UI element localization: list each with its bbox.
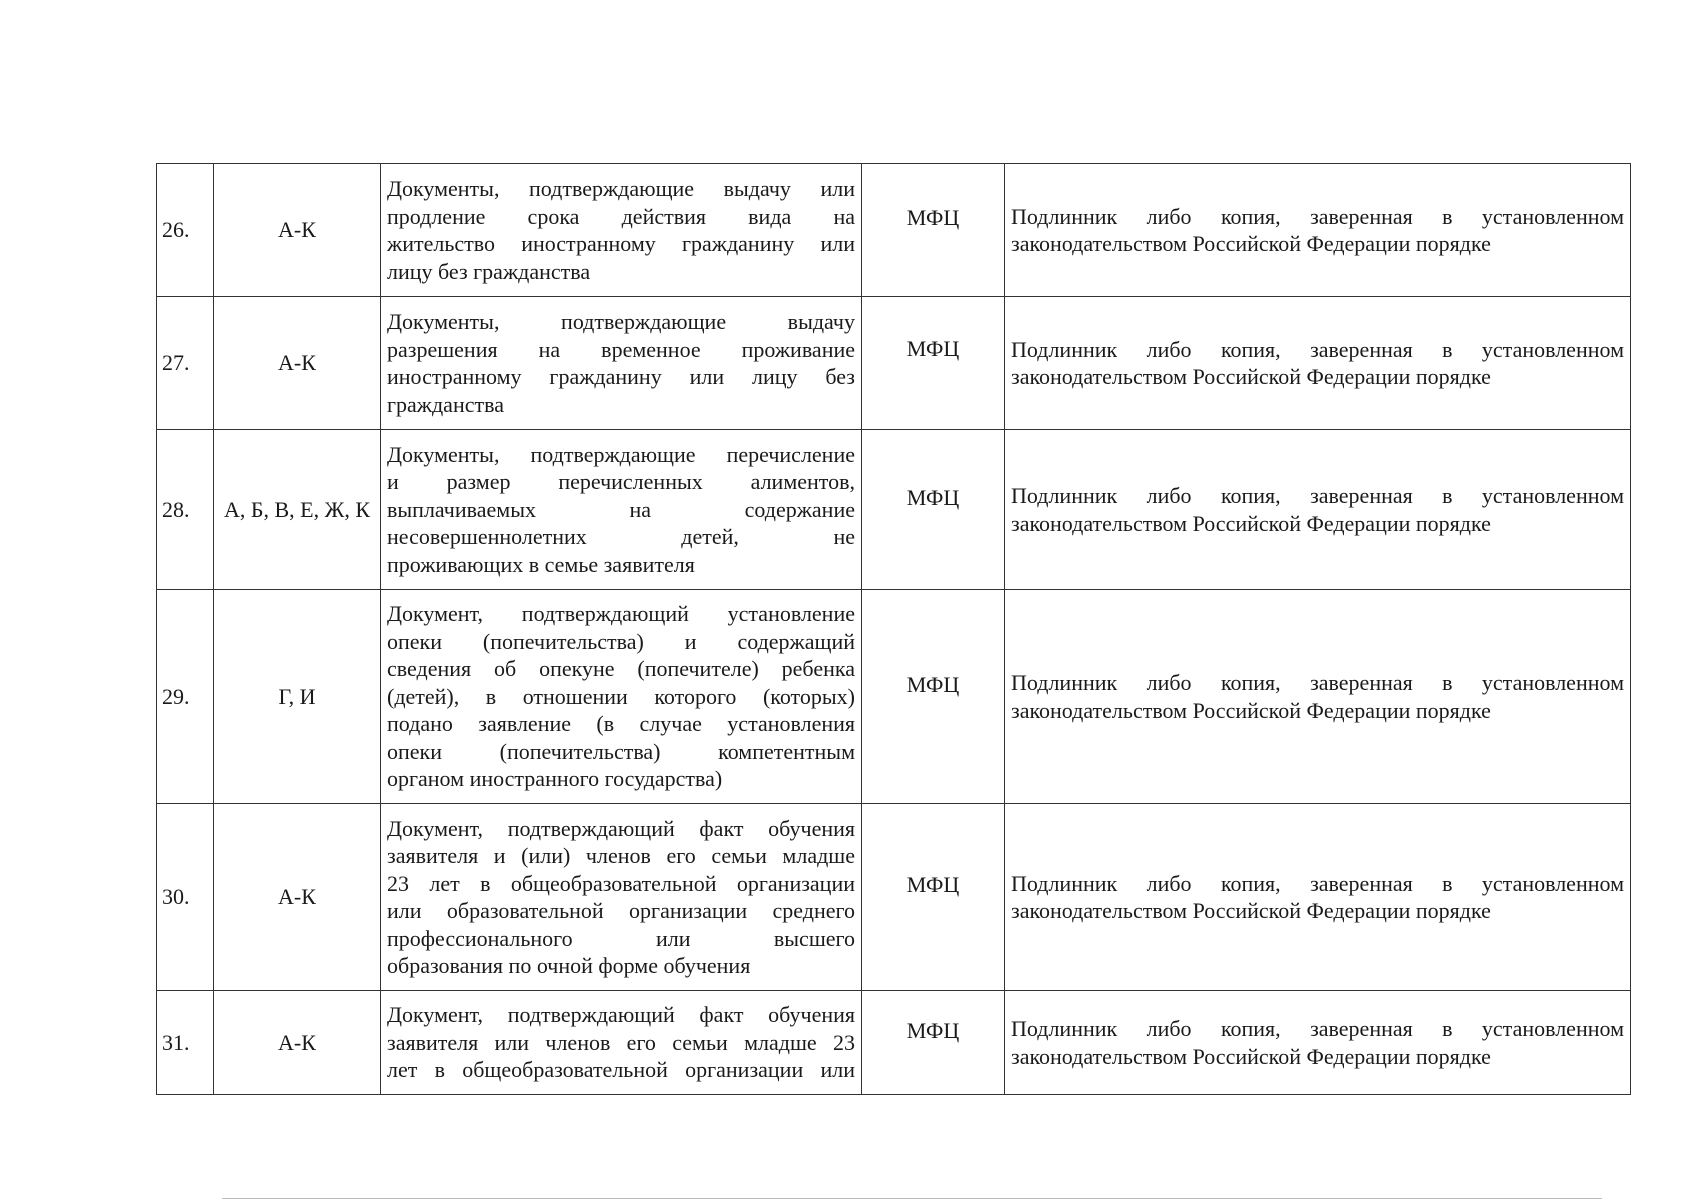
description-line: продление срока действия вида на <box>387 203 855 229</box>
description-line: подано заявление (в случае установления <box>387 711 855 737</box>
requirement-cell <box>1005 804 1631 991</box>
document-description <box>381 590 862 804</box>
requirement-line: законодательством Российской Федерации порядке <box>1011 231 1491 256</box>
document-description <box>381 991 862 1095</box>
requirement-cell <box>1005 991 1631 1095</box>
description-line: заявителя или членов его семьи младше 23 <box>387 1029 855 1055</box>
description-line: опеки (попечительства) компетентным <box>387 738 855 764</box>
description-line: Документы, подтверждающие перечисление <box>387 441 855 467</box>
description-line: Документ, подтверждающий факт обучения <box>387 815 855 841</box>
description-line: профессионального или высшего <box>387 925 855 951</box>
documents-table <box>156 163 1631 1095</box>
description-line: (детей), в отношении которого (которых) <box>387 683 855 709</box>
description-line: заявителя и (или) членов его семьи младше <box>387 843 855 868</box>
document-description <box>381 164 862 297</box>
requirement-line: законодательством Российской Федерации порядке <box>1011 364 1491 389</box>
description-line: или образовательной организации среднего <box>387 898 855 923</box>
description-line: проживающих в семье заявителя <box>387 551 695 577</box>
page-bottom-divider <box>222 1198 1602 1199</box>
description-line: выплачиваемых на содержание <box>387 496 855 522</box>
category-cell: А, Б, В, Е, Ж, К <box>214 430 381 590</box>
table-row <box>157 804 1631 991</box>
source-label: МФЦ <box>906 1017 960 1043</box>
source-label: МФЦ <box>906 671 960 697</box>
category-cell: А-К <box>214 804 381 991</box>
source-cell <box>862 590 1005 804</box>
row-number: 30. <box>157 804 214 991</box>
category-cell: А-К <box>214 164 381 297</box>
description-line: образования по очной форме обучения <box>387 953 751 978</box>
description-line: несовершеннолетних детей, не <box>387 524 855 550</box>
description-line: Документы, подтверждающие выдачу <box>387 309 855 334</box>
category-cell: Г, И <box>214 590 381 804</box>
table-row <box>157 430 1631 590</box>
source-label: МФЦ <box>906 336 960 362</box>
description-line: лицу без гражданства <box>387 258 591 284</box>
requirement-line: законодательством Российской Федерации порядке <box>1011 1043 1491 1069</box>
requirement-line: законодательством Российской Федерации порядке <box>1011 510 1491 536</box>
table-row <box>157 590 1631 804</box>
requirement-line: Подлинник либо копия, заверенная в установленном <box>1011 483 1624 508</box>
category-cell: А-К <box>214 297 381 430</box>
table-row <box>157 164 1631 297</box>
source-cell <box>862 991 1005 1095</box>
description-line: жительство иностранному гражданину или <box>387 231 855 256</box>
row-number: 26. <box>157 164 214 297</box>
requirement-line: Подлинник либо копия, заверенная в установленном <box>1011 870 1624 896</box>
description-line: 23 лет в общеобразовательной организации <box>387 870 855 896</box>
document-description <box>381 297 862 430</box>
description-line: Документы, подтверждающие выдачу или <box>387 176 855 201</box>
requirement-cell <box>1005 430 1631 590</box>
source-cell <box>862 164 1005 297</box>
description-line: гражданства <box>387 391 504 417</box>
table-row <box>157 991 1631 1095</box>
description-line: и размер перечисленных алиментов, <box>387 469 855 495</box>
description-line: опеки (попечительства) и содержащий <box>387 628 855 654</box>
description-line: иностранному гражданину или лицу без <box>387 364 855 389</box>
document-description <box>381 430 862 590</box>
description-line: разрешения на временное проживание <box>387 336 855 362</box>
row-number: 27. <box>157 297 214 430</box>
description-line: лет в общеобразовательной организации или <box>387 1057 855 1083</box>
table-body <box>157 164 1631 1095</box>
table-row <box>157 297 1631 430</box>
category-cell: А-К <box>214 991 381 1095</box>
requirement-line: Подлинник либо копия, заверенная в установленном <box>1011 670 1624 695</box>
description-line: органом иностранного государства) <box>387 766 723 792</box>
source-cell <box>862 430 1005 590</box>
requirement-line: законодательством Российской Федерации порядке <box>1011 697 1491 723</box>
row-number: 31. <box>157 991 214 1095</box>
source-label: МФЦ <box>906 872 960 898</box>
source-label: МФЦ <box>906 205 960 231</box>
document-description <box>381 804 862 991</box>
requirement-line: Подлинник либо копия, заверенная в установленном <box>1011 1016 1624 1041</box>
requirement-line: законодательством Российской Федерации порядке <box>1011 898 1491 923</box>
source-label: МФЦ <box>906 484 960 510</box>
requirement-cell <box>1005 590 1631 804</box>
description-line: Документ, подтверждающий установление <box>387 601 855 627</box>
description-line: сведения об опекуне (попечителе) ребенка <box>387 656 855 682</box>
requirement-line: Подлинник либо копия, заверенная в установленном <box>1011 203 1624 229</box>
row-number: 29. <box>157 590 214 804</box>
requirement-cell <box>1005 164 1631 297</box>
requirement-cell <box>1005 297 1631 430</box>
source-cell <box>862 804 1005 991</box>
source-cell <box>862 297 1005 430</box>
row-number: 28. <box>157 430 214 590</box>
requirement-line: Подлинник либо копия, заверенная в установленном <box>1011 336 1624 362</box>
description-line: Документ, подтверждающий факт обучения <box>387 1002 855 1028</box>
